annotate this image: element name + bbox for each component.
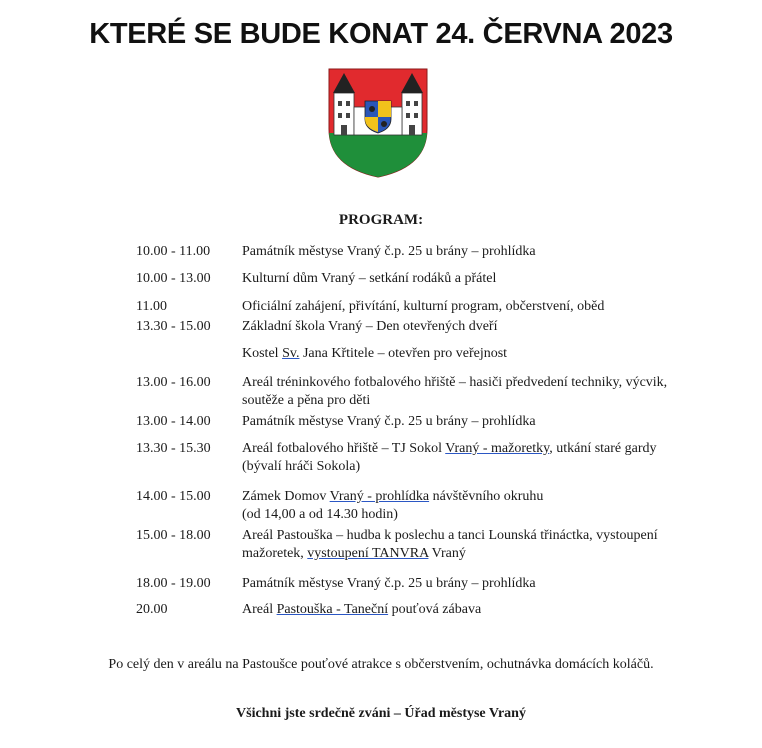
- program-link[interactable]: Pastouška - Taneční: [276, 602, 389, 617]
- program-time: 13.00 - 14.00: [136, 414, 211, 429]
- program-description: (bývalí hráči Sokola): [242, 459, 361, 474]
- program-description: Památník městyse Vraný č.p. 25 u brány – prohlídka: [242, 244, 536, 259]
- program-description: pouťová zábava: [388, 602, 482, 617]
- program-description: Základní škola Vraný – Den otevřených dveří: [242, 319, 498, 334]
- closing-line: Všichni jste srdečně zváni – Úřad městyse Vraný: [236, 706, 526, 721]
- program-description: Zámek Domov: [242, 489, 330, 504]
- page-title: KTERÉ SE BUDE KONAT 24. ČERVNA 2023: [89, 18, 673, 50]
- program-description: soutěže a pěna pro děti: [242, 393, 371, 408]
- program-time: 20.00: [136, 602, 168, 617]
- program-description: Areál Pastouška – hudba k poslechu a tanci Lounská třináctka, vystoupení: [242, 528, 658, 543]
- program-time: 15.00 - 18.00: [136, 528, 211, 543]
- program-description: Kostel: [242, 346, 283, 361]
- program-time: 13.00 - 16.00: [136, 375, 211, 390]
- program-description: Areál fotbalového hřiště – TJ Sokol: [242, 441, 446, 456]
- program-description: Jana Křtitele – otevřen pro veřejnost: [299, 346, 508, 361]
- program-time: 13.30 - 15.30: [136, 441, 211, 456]
- program-description: Vraný: [428, 546, 466, 561]
- program-time: 18.00 - 19.00: [136, 576, 211, 591]
- program-time: 10.00 - 13.00: [136, 271, 211, 286]
- program-description: Oficiální zahájení, přivítání, kulturní program, občerstvení, oběd: [242, 299, 605, 314]
- program-description: Areál: [242, 602, 277, 617]
- program-time: 10.00 - 11.00: [136, 244, 211, 259]
- program-link[interactable]: vystoupení TANVRA: [307, 546, 429, 561]
- program-link[interactable]: Vraný - prohlídka: [329, 489, 430, 504]
- program-description: Areál tréninkového fotbalového hřiště – hasiči předvedení techniky, výcvik,: [242, 375, 668, 390]
- program-description: mažoretek,: [242, 546, 308, 561]
- program-time: 14.00 - 15.00: [136, 489, 211, 504]
- program-time: 11.00: [136, 299, 167, 314]
- program-description: (od 14,00 a od 14.30 hodin): [242, 507, 398, 522]
- program-description: Památník městyse Vraný č.p. 25 u brány – prohlídka: [242, 414, 536, 429]
- program-description: , utkání staré gardy: [549, 441, 657, 456]
- footer-note: Po celý den v areálu na Pastoušce pouťové atrakce s občerstvením, ochutnávka domácích koláčů.: [108, 657, 654, 672]
- program-description: Kulturní dům Vraný – setkání rodáků a přátel: [242, 271, 497, 286]
- program-description: návštěvního okruhu: [429, 489, 544, 504]
- program-link[interactable]: Sv.: [282, 346, 300, 361]
- program-link[interactable]: Vraný - mažoretky: [445, 441, 550, 456]
- program-time: 13.30 - 15.00: [136, 319, 211, 334]
- program-heading: PROGRAM:: [338, 212, 424, 228]
- coat-of-arms-icon: [327, 67, 429, 179]
- program-description: Památník městyse Vraný č.p. 25 u brány – prohlídka: [242, 576, 536, 591]
